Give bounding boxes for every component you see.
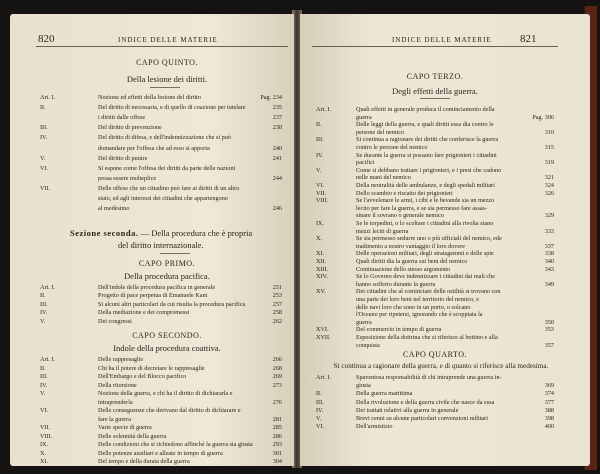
entry-title: Del tempo e della durata della guerra [98,458,190,465]
entry-title: possa essere molteplice [98,174,157,182]
entry-article: III. [40,124,48,132]
entry-title: stato, ed agli interessi dei cittadini che appartengono [98,195,228,202]
entry-title: l'Oceano per ripetersi, ignorando che è scoppiata la [356,311,483,319]
entry-title: Progetto di pace perpetua di Emanuele Kant [98,292,208,300]
sezione-seconda [70,228,286,239]
right-page [300,14,590,466]
entry-title: persone del nemico [356,128,405,136]
entry-title: Se sia permesso sedurre uno o più ufficiali del nemico, ede [356,235,502,243]
entry-title: Dell'armistizio [356,423,393,431]
entry-page: 253 [272,292,282,300]
entry-title: delle navi loro che sono in un porto, o solcano [356,303,471,311]
entry-article: V. [40,154,46,162]
entry-title: Se le torpedini, o lo scoltare i cittadini alla rivolta siano [356,220,494,227]
entry-page: 315 [544,144,554,151]
entry-article: VII. [40,424,51,431]
entry-title: Come si debbano trattare i prigionieri, e i presi che cadono [356,166,502,174]
entry-page: 310 [544,128,554,136]
entry-title: nelle mani del nemico [356,174,411,182]
entry-title: Delle rappresaglie [98,356,144,363]
entry-article: VII. [40,184,51,192]
entry-article: Art. I. [316,374,331,381]
capo-secondo-title: Indole della procedura coattiva. [113,343,221,353]
entry-title: Varie specie di guerra [98,424,152,431]
section-divider [160,253,190,254]
entry-title: Brevi cenni su alcune particolari convenzioni militari [356,415,488,422]
entry-title: Dello scambio e riscatto dei prigionieri [356,189,453,197]
entry-page: 235 [272,104,282,112]
sezione-text: — Della procedura che è propria [140,228,253,238]
entry-article: IV. [316,151,324,159]
entry-page: 269 [272,373,282,380]
entry-title: Delle condizioni che si richiedono affinchè la guerra sia giusta [98,441,253,448]
sezione-label: Sezione seconda. [70,228,139,238]
entry-title: Nozione della guerra, e chi ha il diritto di dichiararla e [98,390,233,397]
capo-quinto-title: Della lesione dei diritti. [126,74,208,84]
entry-page: 258 [272,309,282,317]
entry-title: i diritti dalle offese [98,114,146,122]
entry-title: Delle solennità della guerra [98,432,167,440]
entry-title: giusta [356,382,371,390]
entry-page: 377 [544,398,554,406]
page-number: 820 [38,33,55,45]
entry-title: Quali effetti in generale produca il cominciamento della [356,106,495,113]
entry-page: 353 [544,326,554,334]
entry-article: II. [40,104,46,112]
entry-article: IV. [40,309,48,317]
entry-title: Dei trattati relativi alla guerra in generale [356,406,459,414]
entry-title: pacifici [356,159,375,167]
entry-title: al medesimo [98,205,130,213]
entry-title: Spaventosa responsabilità di chi intraprende una guerra in- [356,374,502,381]
entry-title: Si alcuni altri particolari da cui risulta la procedura pacifica [98,300,246,308]
entry-page: 246 [272,205,282,213]
entry-title: mezzi leciti di guerra [356,227,409,235]
entry-page: 266 [272,356,282,363]
entry-page: 257 [272,300,282,308]
entry-article: II. [316,121,322,129]
entry-page: 349 [544,280,554,288]
entry-page: 241 [272,154,282,162]
entry-article: III. [316,398,324,406]
entry-title: Della rivoluzione e della guerra civile che nasce da essa [356,398,495,406]
header-rule [312,46,558,47]
entry-title: Si continua a ragionare dei diritti che conferisce la guerra [356,136,499,144]
entry-article: IV. [40,381,48,389]
entry-title: Dei congressi [98,317,132,325]
entry-title: guerra [356,113,372,121]
section-divider [150,87,180,88]
entry-page: 398 [544,415,554,422]
entry-article: Art. I. [40,356,55,363]
entry-title: Della ritorsione [98,381,137,389]
entry-title: conquista [356,341,380,349]
entry-article: Art. I. [316,106,331,113]
entry-title: Della mediazione e dei compromessi [98,309,190,317]
entry-article: VI. [40,164,49,172]
entry-article: X. [40,449,47,457]
entry-page: 326 [544,189,554,197]
entry-article: III. [40,300,48,308]
entry-title: Dell'Embargo e del Blocco pacifico [98,373,187,380]
entry-article: XII. [316,258,327,265]
entry-title: Esposizione della dottrina che si riferisce al bottino e alla [356,334,498,341]
entry-title: una parte dei loro beni nel territorio del nemico, e [356,296,480,303]
entry-title: Si espone come l'offesa dei diritti da parte delle nazioni [98,164,236,172]
entry-page: 388 [544,406,554,414]
entry-title: Del diritto di punire [98,154,148,162]
entry-page: 293 [272,441,282,448]
entry-article: II. [40,292,46,300]
entry-article: VI. [316,182,325,189]
entry-page: 337 [544,242,554,250]
entry-page: 268 [272,364,282,372]
entry-page: 374 [544,390,554,398]
entry-article: IV. [40,134,48,142]
entry-title: Nozione ed effetti della lesione del diritto [98,94,201,101]
running-head: INDICE DELLE MATERIE [118,36,218,44]
entry-page: 276 [272,398,282,406]
entry-article: IX. [40,441,49,448]
section-divider [420,98,450,99]
entry-title: hanno sofferto durante la guerra [356,280,436,288]
entry-page: Pag. 306 [532,113,554,121]
entry-title: lecito per fare la guerra, e se sia permesso fare assas- [356,204,488,212]
entry-article: XIII. [316,265,329,273]
entry-page: 285 [272,424,282,431]
entry-article: IV. [316,406,324,414]
entry-title: intraprenderla [98,398,133,406]
entry-article: V. [40,317,46,325]
entry-page: Pag. 234 [260,94,282,101]
running-head: INDICE DELLE MATERIE [392,36,492,44]
entry-article: VIII. [40,432,53,440]
entry-article: III. [40,373,48,380]
capo-primo-heading: CAPO PRIMO. [138,259,196,268]
entry-page: 321 [544,174,554,182]
entry-article: X. [316,235,323,243]
sezione-text-2: del diritto internazionale. [118,240,204,250]
entry-page: 304 [272,458,282,465]
entry-title: contro le persone del nemico [356,144,428,151]
entry-article: VII. [316,189,327,197]
entry-page: 238 [272,124,282,132]
header-rule [36,46,288,47]
entry-article: XI. [316,250,325,258]
entry-page: 340 [544,258,554,265]
capo-quarto-heading: CAPO QUARTO. [402,350,468,359]
entry-title: Continuazione dello stesso argomento [356,265,451,273]
entry-title: Quali diritti dia la guerra sui beni del nemico [356,258,468,265]
entry-article: II. [40,364,46,372]
entry-page: 262 [272,317,282,325]
capo-terzo-title: Degli effetti della guerra. [392,86,478,96]
entry-page: 319 [544,159,554,167]
entry-title: Del commercio in tempo di guerra [356,326,442,334]
entry-article: VI. [316,423,325,431]
entry-article: XV. [316,288,326,296]
entry-title: Delle leggi della guerra, e quali diritti essa dia contro le [356,121,494,129]
entry-article: IX. [316,220,325,227]
capo-primo-title: Della procedura pacifica. [124,271,210,281]
entry-title: sinare il sovrano o generale nemico [356,212,444,220]
entry-page: 301 [272,449,282,457]
entry-title: Dei cittadini che al cominciare delle ostilità si trovano con [356,288,501,296]
entry-title: Del diritto di difesa, e dell'indennizzazione che si può [98,134,231,142]
entry-article: XI. [40,458,49,465]
entry-article: XVII. [316,334,331,341]
entry-title: Della guerra marittima [356,390,413,398]
entry-page: 273 [272,381,282,389]
entry-title: Se lo Governo deve indennizzare i cittadini dai mali che [356,273,495,281]
entry-title: Dell'indole della procedura pacifica in generale [98,284,216,291]
entry-article: VIII. [316,197,329,205]
entry-page: 329 [544,212,554,220]
entry-title: Se durante la guerra si possano fare prigionieri i cittadini [356,151,497,159]
capo-terzo-heading: CAPO TERZO. [406,72,464,81]
entry-title: Delle offese che un cittadino può fare ai diritti di un altro [98,184,240,192]
entry-page: 338 [544,250,554,258]
entry-title: Delle conseguenze che derivano dal diritto di dichiarare e [98,407,241,414]
entry-title: tradimento a nostro vantaggio il loro dovere [356,242,465,250]
entry-article: Art. I. [40,94,55,101]
capo-quinto-heading: CAPO QUINTO. [136,58,198,67]
entry-article: Art. I. [40,284,55,291]
entry-article: VI. [40,407,49,414]
entry-title: Delle operazioni militari, degli stratagemmi e delle spie [356,250,494,258]
entry-page: 324 [544,182,554,189]
entry-page: 369 [544,382,554,390]
entry-title: Delle potenze ausiliari e alleate in tempo di guerra [98,449,223,457]
entry-title: Della neutralità delle ambulanze, e degli spedali militari [356,182,495,189]
page-number: 821 [520,33,537,45]
entry-page: 286 [272,432,282,440]
entry-page: 350 [544,318,554,326]
entry-article: XIV. [316,273,328,281]
entry-title: fare la guerra [98,415,131,423]
entry-article: V. [316,166,322,174]
entry-page: 251 [272,284,282,291]
entry-page: 400 [544,423,554,431]
entry-article: III. [316,136,324,144]
entry-article: XVI. [316,326,329,334]
capo-secondo-heading: CAPO SECONDO. [132,331,202,340]
entry-title: guerra [356,318,372,326]
entry-title: Se l'avvelenare le armi, i cibi e le bevande sia un mezzo [356,197,495,205]
entry-page: 237 [272,114,282,122]
entry-title: Del diritto di necessaria, e di quello di coazione per tutelare [98,104,246,112]
entry-article: II. [316,390,322,398]
entry-page: 281 [272,415,282,423]
entry-title: domandare per l'offesa che ad esso si apporta [98,144,210,152]
capo-quarto-title: Si continua a ragionare della guerra, e di quanto si riferisce alla medesima. [333,362,549,370]
entry-article: V. [40,390,46,397]
entry-page: 240 [272,144,282,152]
entry-title: Chi ha il potere di decretare le rappresaglie [98,364,205,372]
entry-page: 357 [544,341,554,349]
left-page [10,14,294,466]
entry-article: V. [316,415,322,422]
entry-page: 333 [544,227,554,235]
entry-page: 343 [544,265,554,273]
entry-title: Del diritto di prevenzione [98,124,162,132]
entry-page: 244 [272,174,282,182]
